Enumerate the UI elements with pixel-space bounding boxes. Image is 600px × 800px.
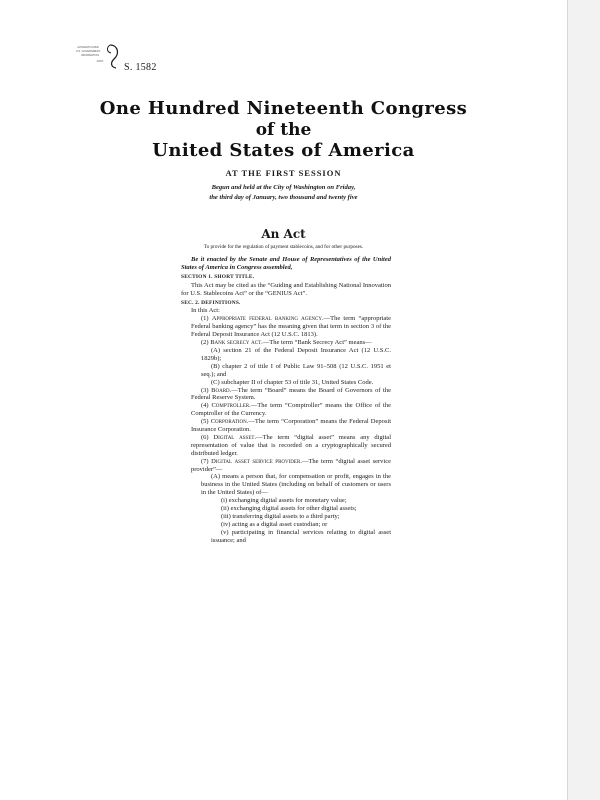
- definition-number: (4): [201, 402, 209, 410]
- definition-term: Corporation: [210, 418, 247, 426]
- definition-text: .—The term “digital asset service provider”—: [191, 457, 392, 473]
- definition-number: (7): [201, 457, 209, 465]
- definition-2: [181, 339, 391, 347]
- definition-2-a: (A) section 21 of the Federal Deposit Insurance Act (12 U.S.C. 1829b);: [201, 346, 391, 362]
- seal-line-2: U.S. GOVERNMENT: [75, 50, 101, 53]
- definition-number: (6): [201, 433, 209, 441]
- act-body: [181, 256, 391, 545]
- definition-7-a-v: (v) participating in financial services relating to digital asset issuance; and: [211, 528, 391, 544]
- definition-term: Digital asset service provider: [211, 457, 301, 465]
- congress-title-line-1: One Hundred Nineteenth Congress: [99, 98, 468, 119]
- definition-7-a-i: (i) exchanging digital assets for monetary value;: [221, 497, 347, 505]
- definition-text: .—The term “appropriate Federal banking agency” has the meaning given that term in section 3 of the Federal Deposit Insurance Act (12 U.S.C. 1813).: [191, 315, 392, 339]
- definition-6: [181, 434, 391, 458]
- seal-line-1: AUTHENTICATED: [77, 46, 99, 49]
- definition-5: [181, 418, 391, 434]
- gpo-authentication-seal-icon: [66, 42, 122, 70]
- session-dateline: [0, 183, 567, 202]
- definition-7: [181, 458, 391, 474]
- definition-number: (2): [201, 339, 209, 347]
- definition-1: [181, 315, 391, 339]
- definition-number: (3): [201, 386, 209, 394]
- definition-7-a-iv: (iv) acting as a digital asset custodian; or: [221, 520, 328, 528]
- bill-number: S. 1582: [124, 62, 157, 73]
- dateline-line-2: the third day of January, two thousand and twenty five: [209, 193, 358, 201]
- act-heading: An Act: [261, 227, 306, 241]
- definition-term: Comptroller: [211, 402, 250, 410]
- definition-term: Board: [211, 386, 230, 394]
- definitions-intro: In this Act:: [191, 307, 220, 315]
- section-2-heading: SEC. 2. DEFINITIONS.: [181, 299, 241, 306]
- section-1-heading: SECTION 1. SHORT TITLE.: [181, 273, 255, 280]
- definition-text: .—The term “Bank Secrecy Act” means—: [261, 339, 372, 347]
- definition-number: (5): [201, 418, 209, 426]
- congress-title-line-3: United States of America: [152, 140, 415, 161]
- definition-term: Bank secrecy act: [210, 339, 262, 347]
- definition-term: Digital asset: [213, 433, 255, 441]
- congress-title-line-2: of the: [255, 120, 312, 140]
- session-heading: AT THE FIRST SESSION: [225, 168, 342, 178]
- definition-term: Appropriate federal banking agency: [211, 315, 322, 323]
- seal-line-4: GPO: [96, 59, 104, 63]
- definition-7-a-iii: (iii) transferring digital assets to a third party;: [221, 513, 340, 520]
- definition-number: (1): [201, 315, 209, 323]
- enacting-clause: Be it enacted by the Senate and House of Representatives of the United States of America in Congress assembled,: [181, 256, 391, 271]
- definition-7-a: (A) means a person that, for compensation or profit, engages in the business in the United States (including on behalf of customers or users in the United States) of—: [201, 473, 391, 497]
- definition-text: .—The term “Comptroller” means the Office of the Comptroller of the Currency.: [191, 402, 392, 418]
- definition-2-c: (C) subchapter II of chapter 53 of title 31, United States Code.: [211, 378, 374, 386]
- section-1-text: This Act may be cited as the “Guiding and Establishing National Innovation for U.S. Stablecoins Act” or the “GENIUS Act”.: [181, 281, 391, 297]
- definition-3: [181, 387, 391, 403]
- definition-7-a-ii: (ii) exchanging digital assets for other digital assets;: [221, 505, 357, 513]
- definition-text: .—The term “Board” means the Board of Governors of the Federal Reserve System.: [191, 386, 392, 402]
- definition-text: .—The term “digital asset” means any digital representation of value that is recorded on a cryptographically secured distributed ledger.: [191, 433, 392, 457]
- definition-2-b: (B) chapter 2 of title I of Public Law 91–508 (12 U.S.C. 1951 et seq.); and: [201, 362, 391, 378]
- definition-text: .—The term “Corporation” means the Federal Deposit Insurance Corporation.: [191, 418, 391, 434]
- definition-4: [181, 402, 391, 418]
- seal-line-3: INFORMATION: [81, 54, 99, 57]
- act-purpose: To provide for the regulation of payment stablecoins, and for other purposes.: [203, 244, 364, 250]
- dateline-line-1: Begun and held at the City of Washington on Friday,: [211, 184, 356, 191]
